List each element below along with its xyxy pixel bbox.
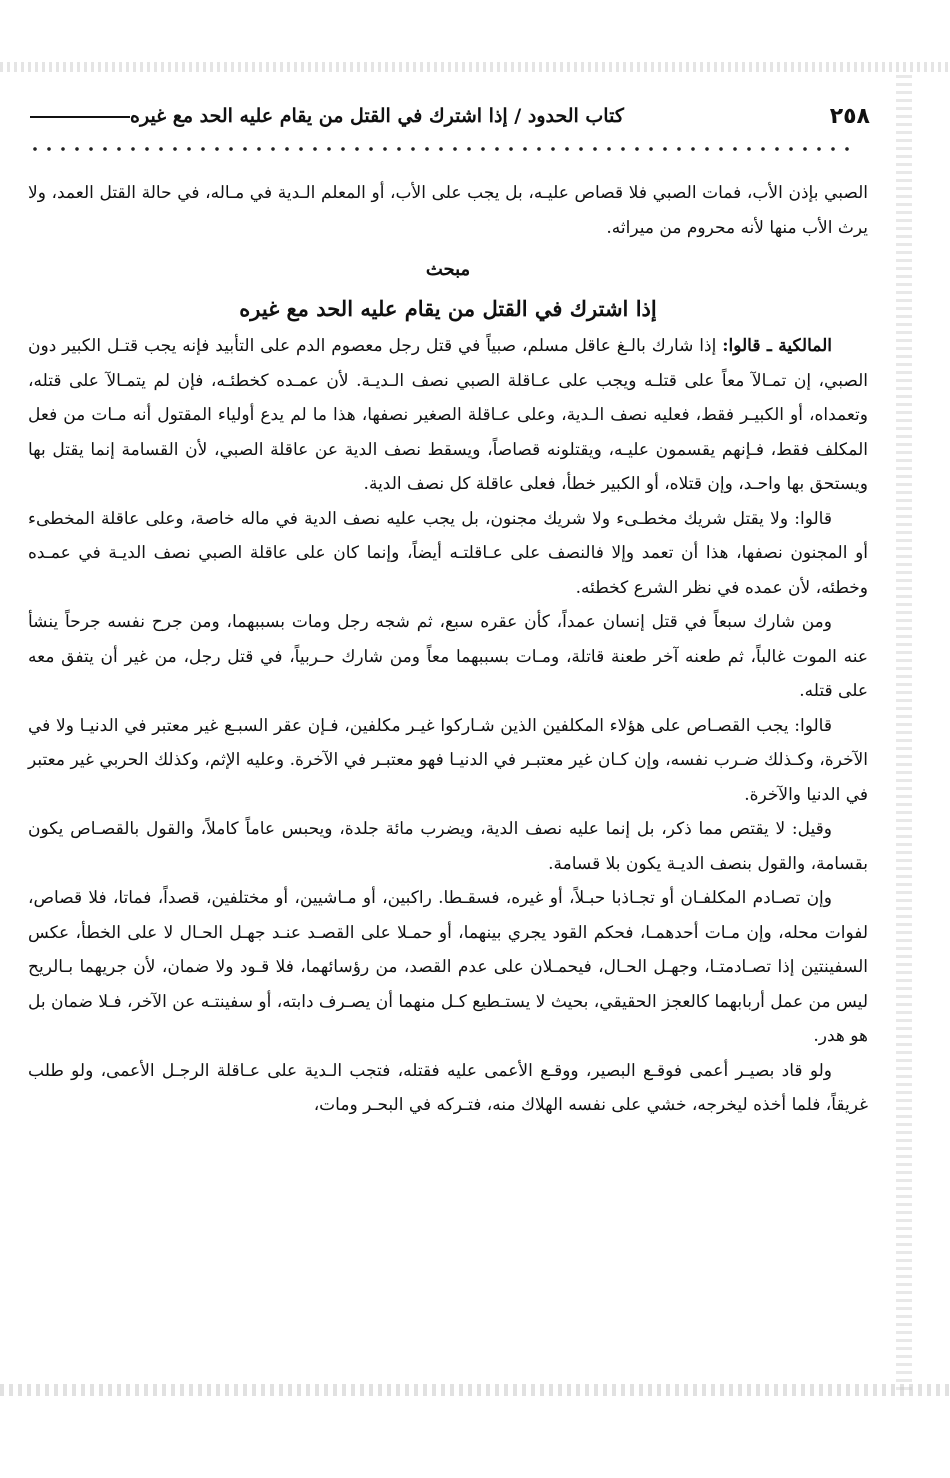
page-body — [28, 176, 868, 1123]
paragraph-4: قالوا: يجب القصـاص على هؤلاء المكلفين الذين شـاركوا غيـر مكلفين، فـإن عقر السبـع غير معتبر في الدنيـا ولا في الآخرة، وكـذلك ضـرب نفسه، وإن كـان غير معتبـر في الدنيـا فهو معتبـر في الآخرة. وعليه الإثم، وكذلك الحربي غير معتبر في الدنيا والآخرة. — [28, 715, 868, 805]
paragraph-2: قالوا: ولا يقتل شريك مخطـىء ولا شريك مجنون، بل يجب عليه نصف الدية في ماله خاصة، وعلى عاقلة المخطىء أو المجنون نصفها، هذا أن تعمد وإلا فالنصف على عـاقلتـه أيضاً، وإنما كان على عاقلة الصبي نصف الديـة في عمـده وخطئه، لأن عمده في نظر الشرع كخطئه. — [28, 508, 868, 598]
paragraph-1-lead: المالكية ـ قالوا: — [722, 336, 832, 356]
paragraph-3: ومن شارك سبعاً في قتل إنسان عمداً، كأن عقره سبع، ثم شجه رجل ومات بسببهما، ومن جرح نفسه جرحاً ينشأ عنه الموت غالباً، ثم طعنه آخر طعنة قاتلة، ومـات بسببهما معاً ومن شارك حـربياً، في قتل رجل، من غير أن يتفق معه على قتله. — [28, 612, 868, 701]
intro-paragraph: الصبي بإذن الأب، فمات الصبي فلا قصاص عليـه، بل يجب على الأب، أو المعلم الـدية في مـاله، في حالة القتل العمد، ولا يرث الأب منها لأنه محروم من ميراثه. — [28, 183, 868, 238]
scan-edge-bottom — [0, 1384, 950, 1396]
paragraph-7: ولو قاد بصيـر أعمى فوقـع البصير، ووقـع الأعمى عليه فقتله، فتجب الـدية على عـاقلة الرجـل الأعمى، ولو طلب غريقاً، فلما أخذه ليخرجه، خشي على نفسه الهلاك منه، فتـركه في البحـر ومات، — [28, 1060, 868, 1115]
scan-edge-top — [0, 62, 950, 72]
section-title: إذا اشترك في القتل من يقام عليه الحد مع غيره — [239, 296, 657, 321]
header-dotted-rule — [28, 142, 854, 156]
running-head — [24, 105, 624, 127]
paragraph-5: وقيل: لا يقتص مما ذكر، بل إنما عليه نصف الدية، ويضرب مائة جلدة، ويحبس عاماً كاملاً، والقول بالقصـاص يكون بقسامة، والقول بنصف الديـة يكون بلا قسامة. — [28, 819, 868, 874]
page-number: ٢٥٨ — [829, 103, 870, 129]
page-header — [24, 96, 870, 136]
paragraph-6: وإن تصـادم المكلفـان أو تجـاذبا حبـلاً، أو غيره، فسقـطا. راكبين، أو مـاشيين، أو مختلفين، قصداً، فماتا، فلا قصاص، لفوات محله، وإن مـات أحدهمـا، فحكم القود يجري بينهما، أو حمـلا على القصـد عنـد جهـل الحـال لا على الخطأ، عكس السفينتين إذا تصـادمتـا، وجهـل الحـال، فيحمـلان على عدم القصد، من رؤسائهما، فلا قـود ولا ضمان، لأن جريهما بـالريح ليس من عمل أربابهما كالعجز الحقيقي، بحيث لا يستـطيع كـل منهما أن يصـرف دابته، أو سفينتـه عن الآخر، فـلا ضمان بل هو هدر. — [28, 888, 868, 1046]
paragraph-1 — [28, 329, 868, 502]
scan-edge-right — [896, 70, 912, 1390]
header-rule — [30, 115, 130, 118]
paragraph-1-text: إذا شارك بالـغ عاقل مسلم، صبياً في قتل رجل معصوم الدم على التأبيد فإنه يجب قتـل الكبير دون الصبي، إن تمـالآ معاً على قتلـه ويجب على عـاقلة الصبي نصف الـديـة. لأن عمـده كخطئـه، فإن لم يتمـالآ على قتله، وتعمداه، أو الكبيـر فقط، فعليه نصف الـدية، وعلى عـاقلة الصغير نصفها، هذا ما لم يدع أولياء المقتول أنه مـات من فعل المكلف فقط، فـإنهم يقسمون عليـه، ويقتلونه قصاصاً، ويسقط نصف الدية عن عاقلة الصبي، لأن القسامة إنما يقتل بها ويستحق بها واحـد، وإن قتلاه، أو الكبير خطأ، فعلى عاقلة كل نصف الدية. — [28, 336, 868, 494]
running-head-text: كتاب الحدود / إذا اشترك في القتل من يقام عليه الحد مع غيره — [130, 105, 624, 127]
section-label: مبحث — [425, 259, 471, 280]
